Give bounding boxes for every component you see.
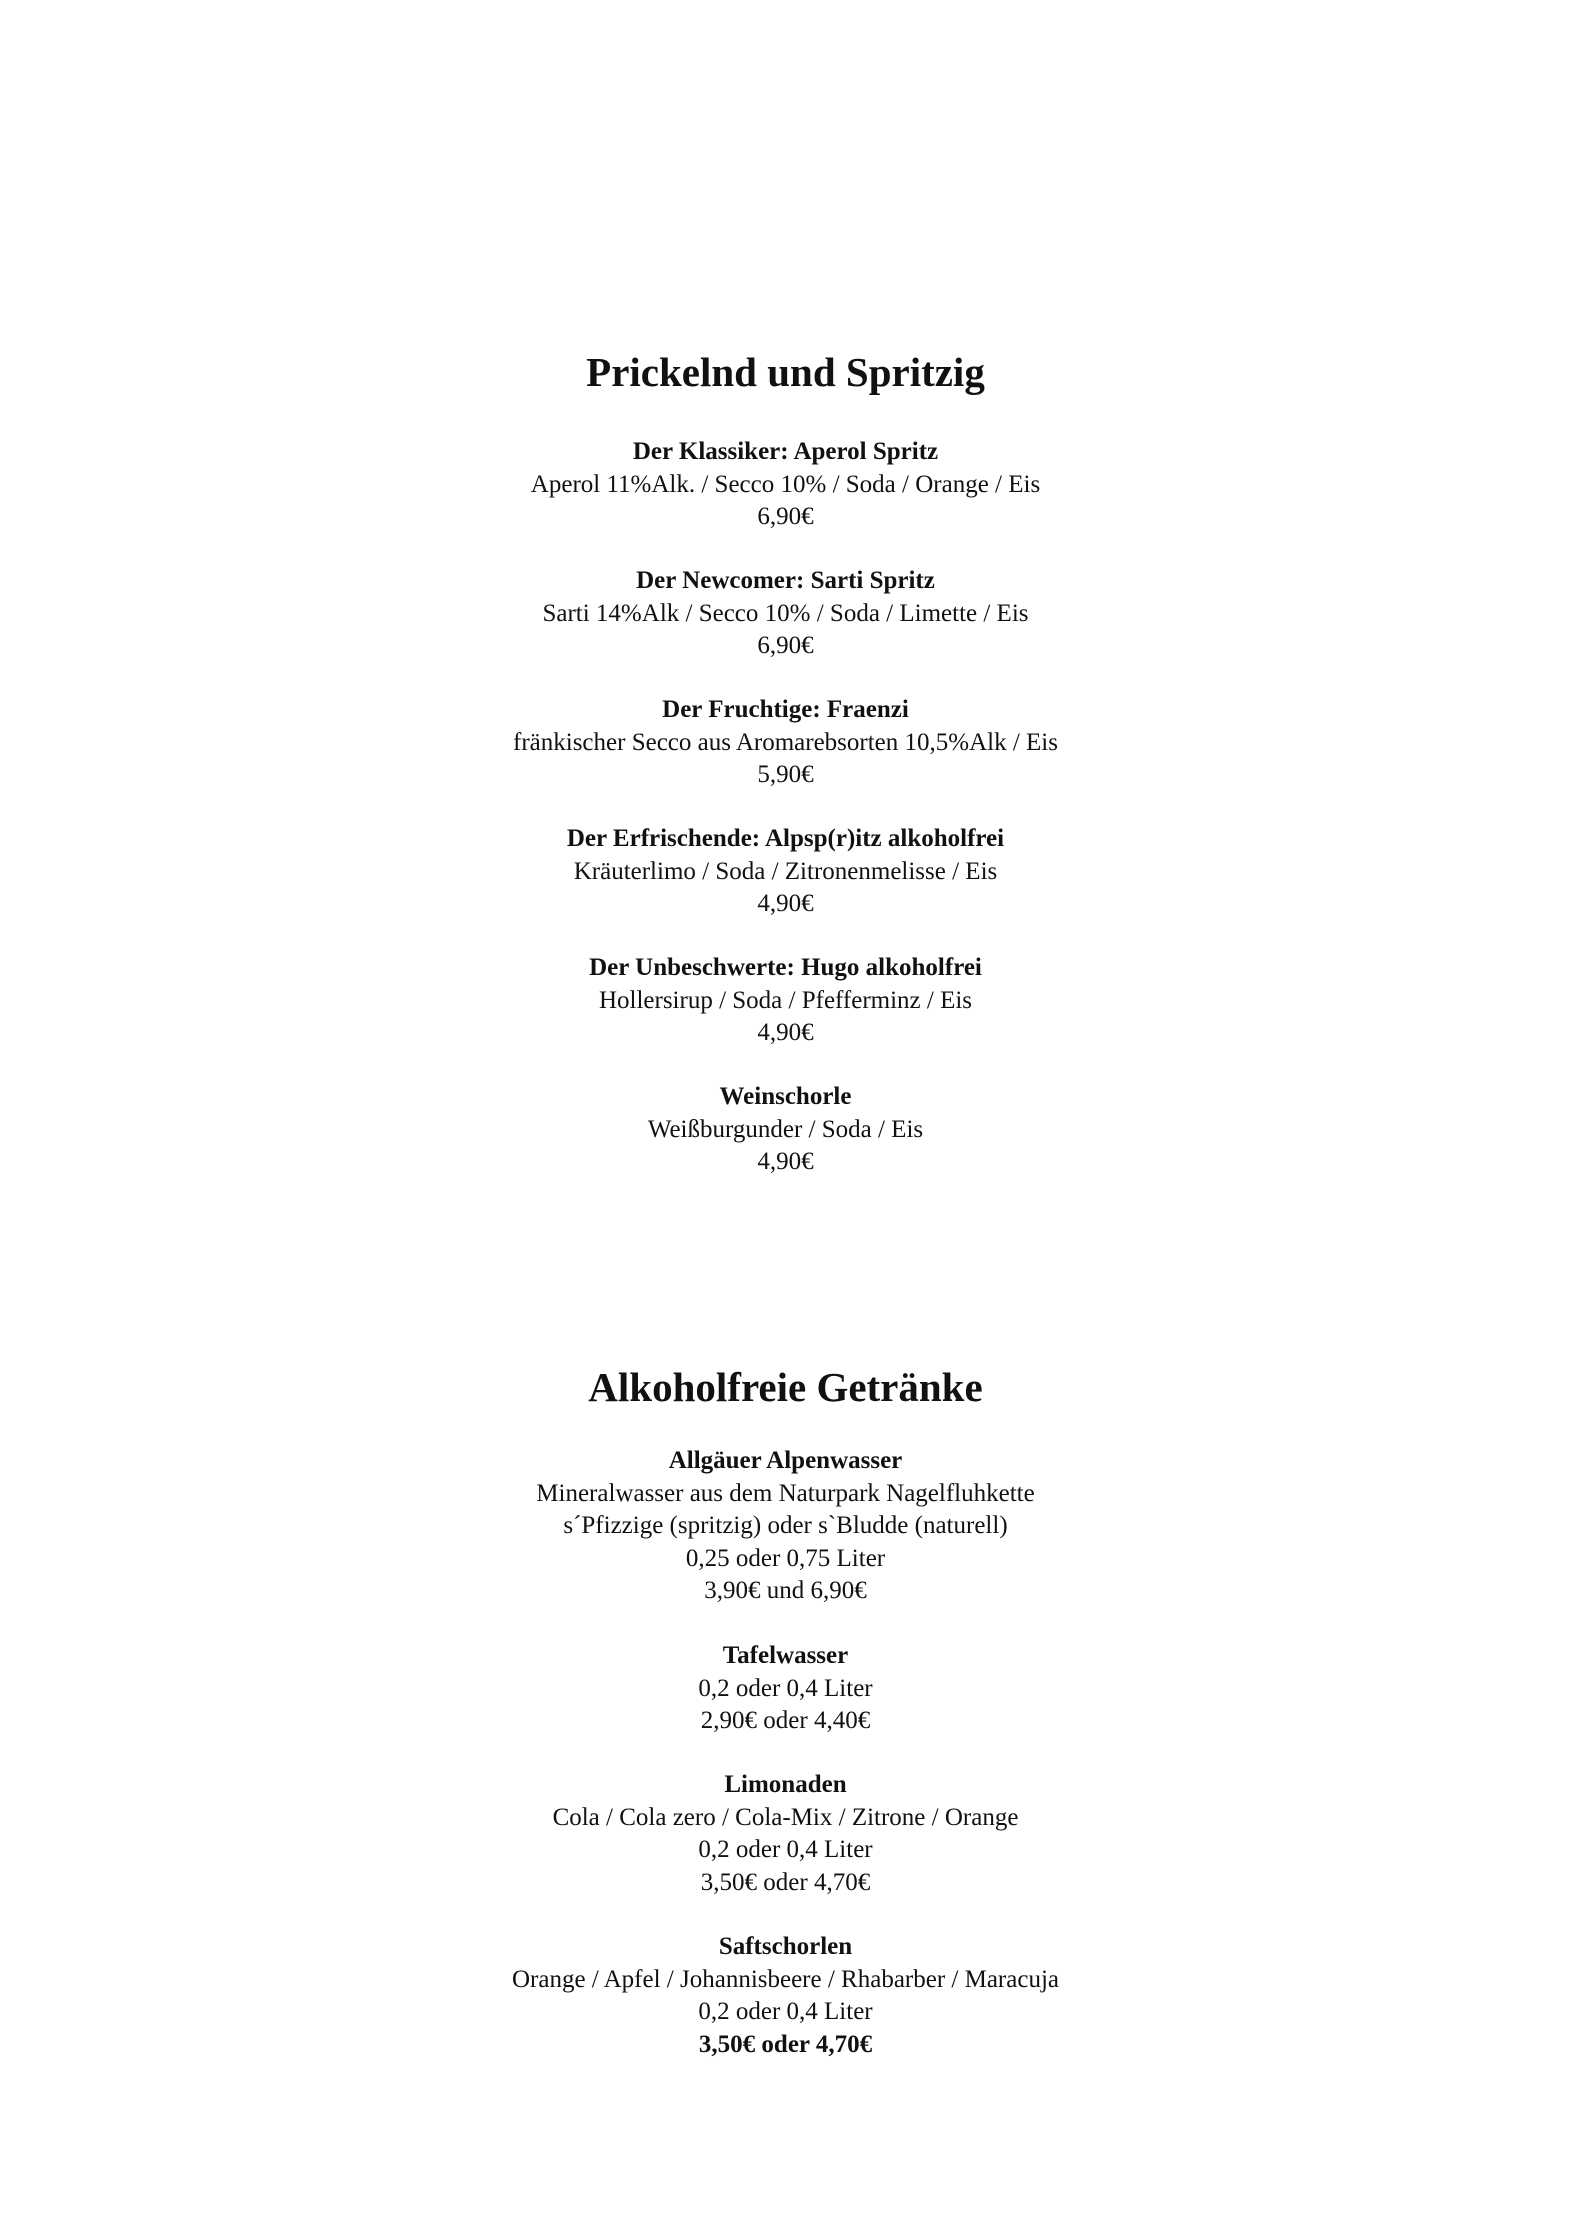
item-name: Tafelwasser (722, 1642, 849, 1669)
item-name: Der Fruchtige: Fraenzi (662, 696, 909, 723)
item-name: Der Unbeschwerte: Hugo alkoholfrei (589, 954, 982, 981)
item-price: 3,90€ und 6,90€ (704, 1577, 867, 1604)
item-price: 5,90€ (757, 761, 814, 788)
menu-item-alpspritz (0, 823, 1571, 921)
item-price: 4,90€ (757, 890, 814, 917)
item-price: 4,90€ (757, 1019, 814, 1046)
item-price: 6,90€ (757, 632, 814, 659)
item-description: Orange / Apfel / Johannisbeere / Rhabarber / Maracuja (511, 1965, 1059, 1993)
item-name: Saftschorlen (718, 1933, 853, 1960)
item-description: Hollersirup / Soda / Pfefferminz / Eis (598, 986, 973, 1014)
item-size: 0,2 oder 0,4 Liter (698, 1836, 873, 1863)
item-description: Kräuterlimo / Soda / Zitronenmelisse / Eis (573, 857, 998, 885)
menu-item-saftschorlen (0, 1931, 1571, 2061)
item-price: 6,90€ (757, 503, 814, 530)
item-description: fränkischer Secco aus Aromarebsorten 10,5%Alk / Eis (513, 728, 1058, 756)
menu-item-limonaden (0, 1769, 1571, 1899)
item-description: Mineralwasser aus dem Naturpark Nagelfluhkette (536, 1479, 1035, 1507)
menu-item-alpenwasser (0, 1445, 1571, 1608)
item-name: Allgäuer Alpenwasser (668, 1447, 903, 1474)
item-size: 0,2 oder 0,4 Liter (698, 1674, 873, 1702)
item-price: 3,50€ oder 4,70€ (700, 1868, 871, 1896)
menu-item-hugo (0, 952, 1571, 1050)
item-price: 3,50€ oder 4,70€ (698, 2030, 873, 2058)
menu-item-weinschorle (0, 1081, 1571, 1179)
section-title-prickelnd: Prickelnd und Spritzig (586, 349, 985, 395)
item-name: Der Erfrischende: Alpsp(r)itz alkoholfrei (566, 825, 1005, 852)
section-title-alkoholfreie: Alkoholfreie Getränke (588, 1364, 983, 1410)
item-name: Der Klassiker: Aperol Spritz (632, 438, 939, 465)
menu-item-aperol-spritz (0, 436, 1571, 534)
item-price: 4,90€ (757, 1148, 814, 1175)
item-name: Limonaden (724, 1771, 847, 1798)
item-size: 0,2 oder 0,4 Liter (698, 1998, 873, 2025)
item-description: Sarti 14%Alk / Secco 10% / Soda / Limette / Eis (542, 599, 1029, 627)
item-description: s´Pfizzige (spritzig) oder s`Bludde (naturell) (563, 1512, 1008, 1539)
item-name: Weinschorle (719, 1083, 852, 1110)
item-name: Der Newcomer: Sarti Spritz (636, 567, 935, 594)
item-price: 2,90€ oder 4,40€ (700, 1707, 871, 1734)
menu-item-fraenzi (0, 694, 1571, 792)
menu-item-tafelwasser (0, 1640, 1571, 1738)
item-description: Weißburgunder / Soda / Eis (647, 1115, 924, 1143)
menu-item-sarti-spritz (0, 565, 1571, 663)
item-size: 0,25 oder 0,75 Liter (685, 1544, 886, 1572)
item-description: Aperol 11%Alk. / Secco 10% / Soda / Orange / Eis (530, 470, 1041, 498)
item-description: Cola / Cola zero / Cola-Mix / Zitrone / Orange (552, 1803, 1019, 1831)
